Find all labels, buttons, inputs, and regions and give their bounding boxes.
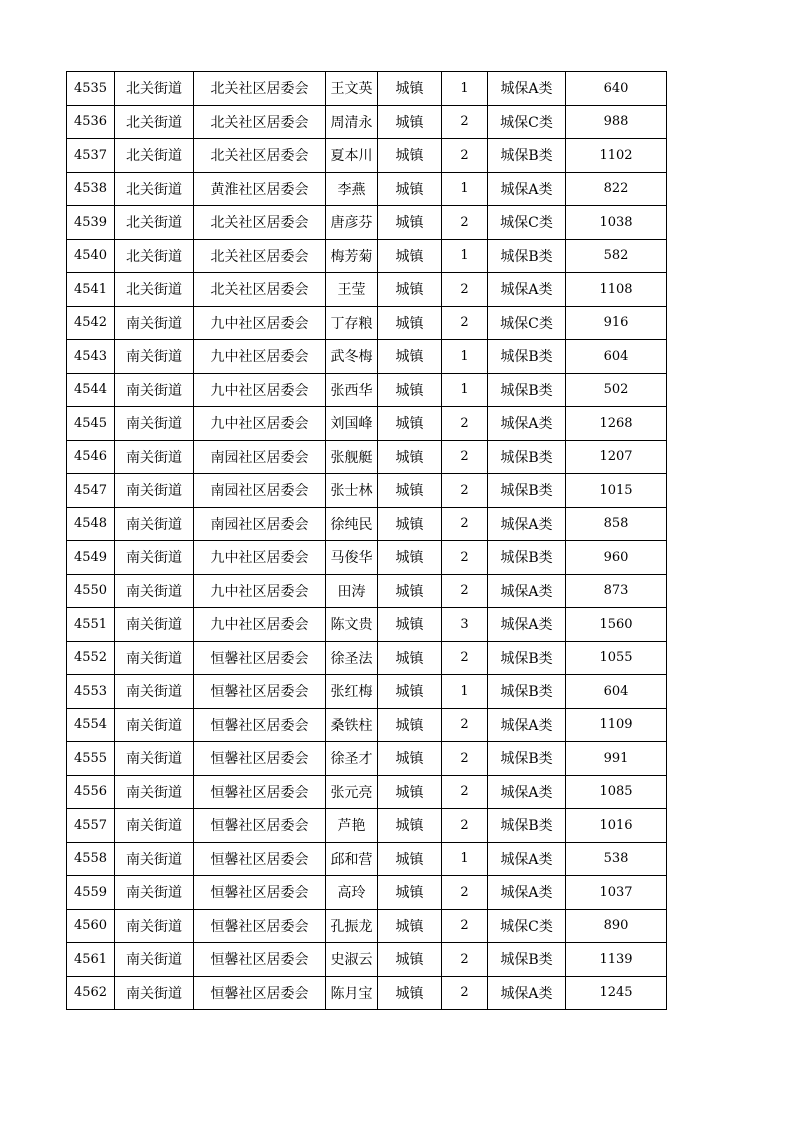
cell-count: 2 [442, 742, 488, 776]
cell-id: 4558 [67, 842, 115, 876]
table-row [67, 608, 667, 642]
cell-type: 城镇 [378, 340, 442, 374]
cell-name: 徐纯民 [326, 507, 378, 541]
cell-id: 4553 [67, 675, 115, 709]
table-row [67, 909, 667, 943]
cell-type: 城镇 [378, 909, 442, 943]
cell-category: 城保A类 [488, 708, 566, 742]
table-row [67, 943, 667, 977]
cell-amount: 858 [566, 507, 667, 541]
cell-amount: 538 [566, 842, 667, 876]
cell-community: 南园社区居委会 [194, 440, 326, 474]
cell-street: 南关街道 [115, 775, 194, 809]
cell-name: 王莹 [326, 273, 378, 307]
document-page [66, 71, 667, 1010]
cell-amount: 1245 [566, 976, 667, 1010]
cell-street: 南关街道 [115, 976, 194, 1010]
cell-id: 4539 [67, 206, 115, 240]
table-row [67, 407, 667, 441]
cell-community: 北关社区居委会 [194, 105, 326, 139]
cell-street: 南关街道 [115, 708, 194, 742]
cell-category: 城保A类 [488, 608, 566, 642]
cell-street: 北关街道 [115, 72, 194, 106]
cell-id: 4545 [67, 407, 115, 441]
cell-count: 2 [442, 273, 488, 307]
cell-amount: 1055 [566, 641, 667, 675]
cell-name: 李燕 [326, 172, 378, 206]
cell-category: 城保A类 [488, 775, 566, 809]
cell-name: 马俊华 [326, 541, 378, 575]
table-row [67, 440, 667, 474]
cell-category: 城保B类 [488, 675, 566, 709]
cell-category: 城保C类 [488, 206, 566, 240]
cell-name: 芦艳 [326, 809, 378, 843]
cell-name: 张红梅 [326, 675, 378, 709]
cell-category: 城保A类 [488, 273, 566, 307]
cell-name: 陈文贵 [326, 608, 378, 642]
cell-category: 城保A类 [488, 172, 566, 206]
cell-community: 九中社区居委会 [194, 407, 326, 441]
table-row [67, 708, 667, 742]
cell-count: 2 [442, 641, 488, 675]
cell-street: 南关街道 [115, 574, 194, 608]
cell-amount: 1560 [566, 608, 667, 642]
cell-street: 南关街道 [115, 842, 194, 876]
table-row [67, 675, 667, 709]
cell-community: 恒馨社区居委会 [194, 641, 326, 675]
cell-name: 孔振龙 [326, 909, 378, 943]
cell-count: 2 [442, 809, 488, 843]
cell-street: 南关街道 [115, 373, 194, 407]
cell-community: 九中社区居委会 [194, 541, 326, 575]
cell-category: 城保B类 [488, 943, 566, 977]
cell-amount: 916 [566, 306, 667, 340]
cell-name: 武冬梅 [326, 340, 378, 374]
cell-count: 2 [442, 708, 488, 742]
cell-count: 2 [442, 909, 488, 943]
cell-category: 城保B类 [488, 340, 566, 374]
table-row [67, 239, 667, 273]
cell-id: 4548 [67, 507, 115, 541]
cell-street: 北关街道 [115, 172, 194, 206]
cell-name: 夏本川 [326, 139, 378, 173]
cell-count: 1 [442, 373, 488, 407]
cell-amount: 604 [566, 340, 667, 374]
cell-community: 恒馨社区居委会 [194, 909, 326, 943]
cell-community: 九中社区居委会 [194, 306, 326, 340]
cell-name: 张舰艇 [326, 440, 378, 474]
cell-amount: 1038 [566, 206, 667, 240]
cell-name: 桑铁柱 [326, 708, 378, 742]
cell-category: 城保B类 [488, 541, 566, 575]
cell-type: 城镇 [378, 172, 442, 206]
cell-id: 4550 [67, 574, 115, 608]
cell-street: 南关街道 [115, 876, 194, 910]
cell-count: 2 [442, 507, 488, 541]
cell-id: 4538 [67, 172, 115, 206]
cell-amount: 1016 [566, 809, 667, 843]
cell-name: 刘国峰 [326, 407, 378, 441]
cell-name: 王文英 [326, 72, 378, 106]
cell-type: 城镇 [378, 842, 442, 876]
cell-name: 徐圣法 [326, 641, 378, 675]
cell-type: 城镇 [378, 809, 442, 843]
cell-type: 城镇 [378, 675, 442, 709]
cell-amount: 890 [566, 909, 667, 943]
cell-name: 陈月宝 [326, 976, 378, 1010]
cell-id: 4554 [67, 708, 115, 742]
cell-id: 4561 [67, 943, 115, 977]
cell-amount: 1108 [566, 273, 667, 307]
cell-category: 城保A类 [488, 407, 566, 441]
cell-count: 1 [442, 239, 488, 273]
cell-amount: 873 [566, 574, 667, 608]
cell-amount: 960 [566, 541, 667, 575]
table-row [67, 742, 667, 776]
cell-type: 城镇 [378, 306, 442, 340]
cell-amount: 1139 [566, 943, 667, 977]
cell-count: 2 [442, 876, 488, 910]
table-row [67, 507, 667, 541]
cell-community: 九中社区居委会 [194, 340, 326, 374]
cell-type: 城镇 [378, 775, 442, 809]
cell-name: 唐彦芬 [326, 206, 378, 240]
cell-category: 城保B类 [488, 440, 566, 474]
cell-street: 北关街道 [115, 139, 194, 173]
cell-category: 城保A类 [488, 876, 566, 910]
cell-category: 城保A类 [488, 842, 566, 876]
cell-name: 邱和营 [326, 842, 378, 876]
cell-id: 4547 [67, 474, 115, 508]
cell-community: 南园社区居委会 [194, 507, 326, 541]
table-body [67, 72, 667, 1010]
cell-count: 2 [442, 206, 488, 240]
cell-count: 3 [442, 608, 488, 642]
cell-type: 城镇 [378, 206, 442, 240]
cell-type: 城镇 [378, 373, 442, 407]
cell-count: 1 [442, 340, 488, 374]
cell-count: 1 [442, 72, 488, 106]
cell-id: 4551 [67, 608, 115, 642]
cell-street: 南关街道 [115, 909, 194, 943]
cell-community: 恒馨社区居委会 [194, 876, 326, 910]
cell-count: 2 [442, 775, 488, 809]
cell-count: 2 [442, 943, 488, 977]
cell-street: 南关街道 [115, 340, 194, 374]
cell-type: 城镇 [378, 273, 442, 307]
cell-street: 南关街道 [115, 943, 194, 977]
cell-community: 恒馨社区居委会 [194, 976, 326, 1010]
table-row [67, 474, 667, 508]
cell-name: 丁存粮 [326, 306, 378, 340]
cell-amount: 582 [566, 239, 667, 273]
cell-name: 高玲 [326, 876, 378, 910]
table-row [67, 340, 667, 374]
cell-community: 北关社区居委会 [194, 273, 326, 307]
cell-amount: 988 [566, 105, 667, 139]
cell-id: 4546 [67, 440, 115, 474]
cell-id: 4557 [67, 809, 115, 843]
cell-street: 南关街道 [115, 675, 194, 709]
cell-community: 恒馨社区居委会 [194, 775, 326, 809]
cell-count: 1 [442, 842, 488, 876]
cell-count: 1 [442, 172, 488, 206]
cell-type: 城镇 [378, 440, 442, 474]
cell-type: 城镇 [378, 239, 442, 273]
cell-count: 2 [442, 440, 488, 474]
cell-community: 恒馨社区居委会 [194, 809, 326, 843]
cell-id: 4537 [67, 139, 115, 173]
cell-id: 4549 [67, 541, 115, 575]
cell-street: 南关街道 [115, 306, 194, 340]
cell-count: 2 [442, 474, 488, 508]
cell-id: 4544 [67, 373, 115, 407]
cell-amount: 604 [566, 675, 667, 709]
cell-id: 4535 [67, 72, 115, 106]
cell-type: 城镇 [378, 474, 442, 508]
cell-category: 城保B类 [488, 239, 566, 273]
cell-street: 南关街道 [115, 641, 194, 675]
cell-count: 2 [442, 976, 488, 1010]
cell-type: 城镇 [378, 139, 442, 173]
cell-name: 张西华 [326, 373, 378, 407]
cell-amount: 1207 [566, 440, 667, 474]
cell-id: 4543 [67, 340, 115, 374]
table-row [67, 139, 667, 173]
cell-community: 九中社区居委会 [194, 373, 326, 407]
cell-community: 北关社区居委会 [194, 206, 326, 240]
cell-category: 城保B类 [488, 641, 566, 675]
cell-category: 城保A类 [488, 72, 566, 106]
table-row [67, 641, 667, 675]
cell-community: 南园社区居委会 [194, 474, 326, 508]
cell-category: 城保C类 [488, 909, 566, 943]
cell-name: 周清永 [326, 105, 378, 139]
table-row [67, 541, 667, 575]
cell-street: 北关街道 [115, 239, 194, 273]
cell-id: 4562 [67, 976, 115, 1010]
cell-amount: 822 [566, 172, 667, 206]
table-row [67, 842, 667, 876]
cell-street: 北关街道 [115, 273, 194, 307]
cell-street: 南关街道 [115, 541, 194, 575]
cell-type: 城镇 [378, 943, 442, 977]
table-row [67, 72, 667, 106]
table-row [67, 206, 667, 240]
cell-category: 城保A类 [488, 507, 566, 541]
cell-street: 北关街道 [115, 206, 194, 240]
cell-type: 城镇 [378, 507, 442, 541]
cell-street: 南关街道 [115, 742, 194, 776]
cell-name: 梅芳菊 [326, 239, 378, 273]
cell-id: 4560 [67, 909, 115, 943]
cell-community: 九中社区居委会 [194, 608, 326, 642]
cell-category: 城保A类 [488, 574, 566, 608]
cell-type: 城镇 [378, 407, 442, 441]
cell-community: 恒馨社区居委会 [194, 675, 326, 709]
table-row [67, 306, 667, 340]
cell-street: 南关街道 [115, 809, 194, 843]
table-row [67, 775, 667, 809]
cell-id: 4555 [67, 742, 115, 776]
cell-type: 城镇 [378, 976, 442, 1010]
cell-amount: 1102 [566, 139, 667, 173]
cell-street: 南关街道 [115, 608, 194, 642]
cell-community: 九中社区居委会 [194, 574, 326, 608]
data-table [66, 71, 667, 1010]
cell-amount: 640 [566, 72, 667, 106]
cell-category: 城保B类 [488, 373, 566, 407]
cell-category: 城保A类 [488, 976, 566, 1010]
cell-street: 北关街道 [115, 105, 194, 139]
cell-count: 1 [442, 675, 488, 709]
cell-category: 城保C类 [488, 306, 566, 340]
cell-street: 南关街道 [115, 507, 194, 541]
cell-amount: 1037 [566, 876, 667, 910]
cell-amount: 991 [566, 742, 667, 776]
cell-street: 南关街道 [115, 407, 194, 441]
cell-type: 城镇 [378, 72, 442, 106]
cell-type: 城镇 [378, 742, 442, 776]
cell-amount: 1085 [566, 775, 667, 809]
cell-name: 张元亮 [326, 775, 378, 809]
cell-street: 南关街道 [115, 474, 194, 508]
cell-count: 2 [442, 105, 488, 139]
cell-community: 恒馨社区居委会 [194, 842, 326, 876]
cell-community: 北关社区居委会 [194, 72, 326, 106]
table-row [67, 373, 667, 407]
cell-type: 城镇 [378, 608, 442, 642]
cell-type: 城镇 [378, 641, 442, 675]
cell-type: 城镇 [378, 574, 442, 608]
cell-type: 城镇 [378, 105, 442, 139]
cell-type: 城镇 [378, 876, 442, 910]
cell-name: 史淑云 [326, 943, 378, 977]
cell-id: 4552 [67, 641, 115, 675]
table-row [67, 809, 667, 843]
cell-community: 北关社区居委会 [194, 239, 326, 273]
table-row [67, 876, 667, 910]
cell-community: 恒馨社区居委会 [194, 742, 326, 776]
cell-count: 2 [442, 407, 488, 441]
cell-id: 4559 [67, 876, 115, 910]
table-row [67, 574, 667, 608]
cell-name: 田涛 [326, 574, 378, 608]
cell-type: 城镇 [378, 708, 442, 742]
cell-category: 城保C类 [488, 105, 566, 139]
cell-amount: 1268 [566, 407, 667, 441]
cell-id: 4541 [67, 273, 115, 307]
cell-id: 4556 [67, 775, 115, 809]
cell-community: 北关社区居委会 [194, 139, 326, 173]
cell-street: 南关街道 [115, 440, 194, 474]
table-row [67, 976, 667, 1010]
cell-category: 城保B类 [488, 139, 566, 173]
cell-count: 2 [442, 306, 488, 340]
table-row [67, 172, 667, 206]
cell-amount: 1015 [566, 474, 667, 508]
cell-category: 城保B类 [488, 742, 566, 776]
cell-community: 黄淮社区居委会 [194, 172, 326, 206]
cell-category: 城保B类 [488, 809, 566, 843]
cell-id: 4542 [67, 306, 115, 340]
cell-name: 徐圣才 [326, 742, 378, 776]
cell-count: 2 [442, 139, 488, 173]
cell-type: 城镇 [378, 541, 442, 575]
cell-amount: 502 [566, 373, 667, 407]
table-row [67, 273, 667, 307]
cell-amount: 1109 [566, 708, 667, 742]
cell-category: 城保B类 [488, 474, 566, 508]
cell-id: 4540 [67, 239, 115, 273]
cell-id: 4536 [67, 105, 115, 139]
cell-count: 2 [442, 574, 488, 608]
cell-community: 恒馨社区居委会 [194, 708, 326, 742]
cell-count: 2 [442, 541, 488, 575]
table-row [67, 105, 667, 139]
cell-name: 张士林 [326, 474, 378, 508]
cell-community: 恒馨社区居委会 [194, 943, 326, 977]
